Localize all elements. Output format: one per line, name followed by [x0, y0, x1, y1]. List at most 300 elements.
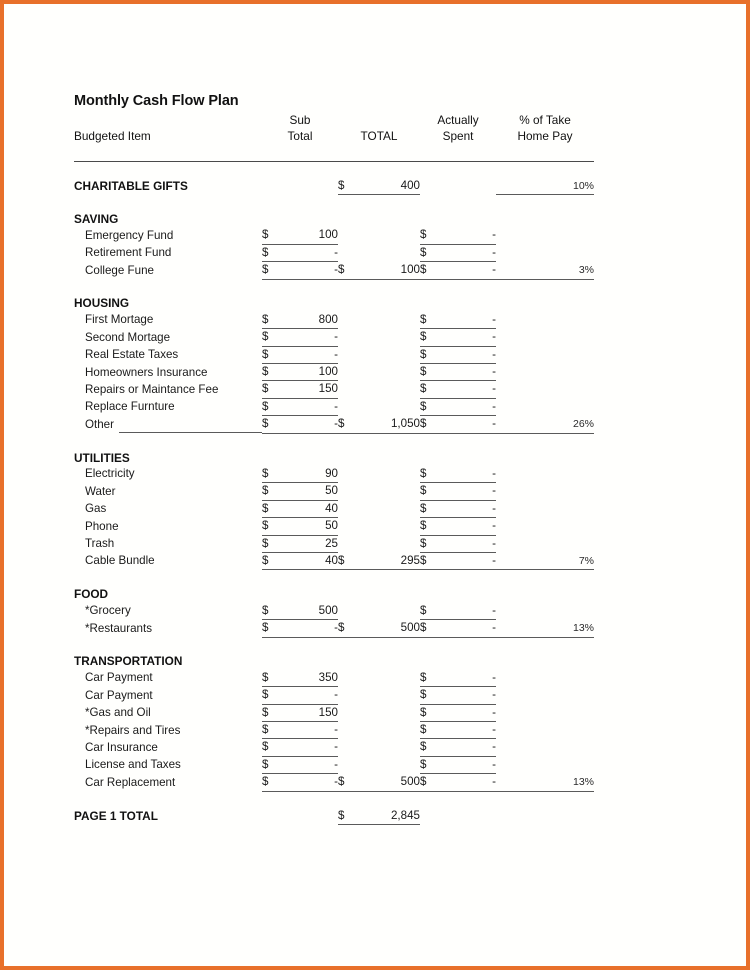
subtotal-cell[interactable]: [262, 346, 338, 363]
amount-value: 150: [318, 382, 338, 396]
table-row: [74, 262, 594, 279]
page-total-label: PAGE 1 TOTAL: [74, 809, 158, 824]
table-header-row-1: [74, 112, 594, 128]
header-pct-line1: % of Take: [519, 113, 571, 127]
spacer-cell: [420, 195, 496, 211]
subtotal-cell[interactable]: [262, 416, 338, 433]
spacer-row: [74, 637, 594, 653]
line-item-label: License and Taxes: [85, 758, 181, 772]
currency-symbol: $: [420, 705, 427, 719]
table-row: [74, 704, 594, 721]
page-total-actual-empty: [420, 808, 496, 825]
section-heading-empty: [420, 211, 496, 227]
amount-value: -: [492, 399, 496, 413]
currency-symbol: $: [420, 263, 427, 277]
total-cell-empty: [338, 398, 420, 415]
subtotal-cell[interactable]: [262, 704, 338, 721]
actually-spent-cell[interactable]: [420, 483, 496, 500]
currency-symbol: $: [262, 775, 269, 789]
currency-symbol: $: [420, 519, 427, 533]
amount-value: -: [334, 347, 338, 361]
amount-value: -: [334, 723, 338, 737]
spacer-cell: [420, 161, 496, 177]
currency-symbol: $: [262, 501, 269, 515]
actually-spent-cell[interactable]: [420, 262, 496, 279]
actually-spent-cell[interactable]: [420, 346, 496, 363]
table-row: [74, 398, 594, 415]
section-heading-empty: [338, 653, 420, 669]
percent-cell-empty: [496, 483, 594, 500]
table-row: [74, 244, 594, 261]
table-row: [74, 739, 594, 756]
currency-symbol: $: [420, 347, 427, 361]
line-item-label: Cable Bundle: [85, 554, 155, 568]
spacer-cell: [262, 791, 338, 807]
amount-value: 500: [318, 603, 338, 617]
spacer-cell: [338, 161, 420, 177]
amount-value: 800: [318, 312, 338, 326]
percent-cell-empty: [496, 535, 594, 552]
line-item-label: *Gas and Oil: [85, 706, 151, 720]
section-heading-empty: [338, 211, 420, 227]
amount-value: -: [492, 263, 496, 277]
currency-symbol: $: [420, 723, 427, 737]
amount-value: 40: [325, 501, 338, 515]
currency-symbol: $: [420, 621, 427, 635]
spacer-cell: [496, 791, 594, 807]
total-cell-empty: [338, 364, 420, 381]
actually-spent-cell[interactable]: [420, 620, 496, 637]
spacer-cell: [338, 195, 420, 211]
subtotal-cell[interactable]: [262, 774, 338, 791]
section-heading-empty: [262, 586, 338, 602]
page-total-percent-empty: [496, 808, 594, 825]
percent-cell-empty: [496, 687, 594, 704]
spacer-cell: [262, 570, 338, 586]
percent-cell-empty: [496, 381, 594, 398]
currency-symbol: $: [262, 688, 269, 702]
amount-value: -: [492, 621, 496, 635]
percent-cell-empty: [496, 398, 594, 415]
actually-spent-cell[interactable]: [420, 722, 496, 739]
currency-symbol: $: [338, 775, 345, 789]
currency-symbol: $: [262, 365, 269, 379]
section-heading-empty: [262, 295, 338, 311]
percent-cell-empty: [496, 756, 594, 773]
spacer-cell: [496, 570, 594, 586]
total-cell-empty: [338, 329, 420, 346]
subtotal-cell[interactable]: [262, 364, 338, 381]
section-total-cell[interactable]: [338, 552, 420, 569]
actually-spent-cell[interactable]: [420, 500, 496, 517]
subtotal-cell[interactable]: [262, 756, 338, 773]
section-heading-empty: [496, 295, 594, 311]
line-item-label: Trash: [85, 537, 115, 551]
header-actually-spent-line1: Actually: [437, 113, 479, 127]
subtotal-cell[interactable]: [262, 466, 338, 483]
section-heading-empty: [338, 586, 420, 602]
line-item-label: *Repairs and Tires: [85, 723, 181, 737]
spacer-cell: [420, 279, 496, 295]
actually-spent-cell[interactable]: [420, 381, 496, 398]
actually-spent-cell[interactable]: [420, 364, 496, 381]
currency-symbol: $: [262, 705, 269, 719]
line-item-label: Electricity: [85, 467, 135, 481]
line-item-label: First Mortage: [85, 313, 154, 327]
table-header-row-2: [74, 128, 594, 144]
spacer-cell: [262, 637, 338, 653]
amount-value: -: [334, 330, 338, 344]
charitable-gifts-label: CHARITABLE GIFTS: [74, 179, 188, 194]
actually-spent-cell[interactable]: [420, 398, 496, 415]
currency-symbol: $: [420, 670, 427, 684]
actually-spent-cell[interactable]: [420, 670, 496, 687]
line-item-label: Car Replacement: [85, 775, 176, 789]
section-heading-empty: [338, 450, 420, 466]
line-item-label: Car Payment: [85, 671, 153, 685]
page-total-amount[interactable]: [338, 808, 420, 825]
percent-cell-empty: [496, 603, 594, 620]
amount-value: -: [492, 484, 496, 498]
actually-spent-cell[interactable]: [420, 535, 496, 552]
currency-symbol: $: [420, 553, 427, 567]
charitable-gifts-percent: 10%: [496, 178, 594, 195]
line-item-label: Retirement Fund: [85, 246, 172, 260]
actually-spent-cell[interactable]: [420, 329, 496, 346]
total-cell-empty: [338, 466, 420, 483]
total-cell-empty: [338, 227, 420, 244]
budget-table: [74, 112, 594, 825]
spacer-row: [74, 570, 594, 586]
section-total-cell[interactable]: [338, 262, 420, 279]
currency-symbol: $: [262, 466, 269, 480]
spacer-cell: [262, 195, 338, 211]
currency-symbol: $: [420, 688, 427, 702]
spacer-cell: [262, 279, 338, 295]
currency-symbol: $: [262, 603, 269, 617]
table-row: [74, 670, 594, 687]
charitable-gifts-actual-empty: [420, 178, 496, 195]
percent-cell-empty: [496, 227, 594, 244]
percent-of-take-home-cell: 7%: [496, 552, 594, 569]
spacer-row: [74, 791, 594, 807]
section-heading-transportation: TRANSPORTATION: [74, 654, 183, 669]
amount-value: -: [334, 688, 338, 702]
currency-symbol: $: [338, 621, 345, 635]
amount-value: -: [492, 228, 496, 242]
percent-cell-empty: [496, 364, 594, 381]
spacer-cell: [496, 195, 594, 211]
amount-value: -: [492, 553, 496, 567]
subtotal-cell[interactable]: [262, 312, 338, 329]
actually-spent-cell[interactable]: [420, 244, 496, 261]
budget-table-body: [74, 112, 594, 824]
other-label-text: Other: [85, 417, 114, 431]
header-rule-cell: [338, 145, 420, 161]
percent-cell-empty: [496, 518, 594, 535]
amount-value: -: [334, 263, 338, 277]
table-row: [74, 722, 594, 739]
currency-symbol: $: [420, 466, 427, 480]
currency-symbol: $: [262, 553, 269, 567]
amount-value: 400: [400, 178, 420, 192]
percent-cell-empty: [496, 244, 594, 261]
total-cell-empty: [338, 722, 420, 739]
amount-value: -: [492, 330, 496, 344]
currency-symbol: $: [262, 740, 269, 754]
subtotal-cell[interactable]: [262, 620, 338, 637]
subtotal-cell[interactable]: [262, 483, 338, 500]
amount-value: -: [492, 757, 496, 771]
amount-value: 50: [325, 519, 338, 533]
table-row: [74, 774, 594, 791]
header-rule-cell: [496, 145, 594, 161]
percent-of-take-home-cell: 3%: [496, 262, 594, 279]
spacer-cell: [338, 791, 420, 807]
spacer-cell: [338, 637, 420, 653]
other-fill-in-line[interactable]: [119, 422, 262, 433]
amount-value: -: [492, 740, 496, 754]
line-item-label: College Fune: [85, 263, 154, 277]
amount-value: -: [334, 399, 338, 413]
amount-value: -: [334, 417, 338, 431]
percent-cell-empty: [496, 704, 594, 721]
header-rule: [74, 145, 594, 161]
currency-symbol: $: [420, 757, 427, 771]
table-row: [74, 552, 594, 569]
spacer-row: [74, 161, 594, 177]
subtotal-cell[interactable]: [262, 722, 338, 739]
percent-of-take-home-cell: 13%: [496, 620, 594, 637]
section-total-cell[interactable]: [338, 416, 420, 433]
header-sub-total-line1: Sub: [289, 113, 311, 127]
actually-spent-cell[interactable]: [420, 312, 496, 329]
subtotal-cell[interactable]: [262, 398, 338, 415]
subtotal-cell[interactable]: [262, 603, 338, 620]
worksheet-sheet: [4, 4, 746, 966]
spacer-cell: [420, 433, 496, 449]
amount-value: -: [334, 245, 338, 259]
line-item-label: Replace Furnture: [85, 400, 175, 414]
currency-symbol: $: [420, 228, 427, 242]
amount-value: 100: [318, 228, 338, 242]
header-sub-total-line2: Total: [287, 129, 313, 144]
section-heading-empty: [338, 295, 420, 311]
header-rule-cell: [74, 145, 262, 161]
spacer-row: [74, 279, 594, 295]
table-row: [74, 603, 594, 620]
subtotal-cell[interactable]: [262, 739, 338, 756]
subtotal-cell[interactable]: [262, 518, 338, 535]
subtotal-cell[interactable]: [262, 535, 338, 552]
section-heading-row: [74, 450, 594, 466]
amount-value: -: [334, 621, 338, 635]
total-cell-empty: [338, 603, 420, 620]
spacer-cell: [420, 637, 496, 653]
spacer-row: [74, 195, 594, 211]
section-heading-empty: [420, 586, 496, 602]
header-budgeted-item-top: [74, 112, 262, 128]
percent-of-take-home-cell: 26%: [496, 416, 594, 433]
amount-value: -: [492, 775, 496, 789]
total-cell-empty: [338, 704, 420, 721]
table-row: [74, 364, 594, 381]
amount-value: -: [492, 347, 496, 361]
table-row: [74, 466, 594, 483]
subtotal-cell[interactable]: [262, 262, 338, 279]
table-row: [74, 756, 594, 773]
line-item-label: Homeowners Insurance: [85, 365, 208, 379]
section-total-cell[interactable]: [338, 620, 420, 637]
subtotal-cell[interactable]: [262, 687, 338, 704]
subtotal-cell[interactable]: [262, 244, 338, 261]
total-cell-empty: [338, 687, 420, 704]
section-heading-empty: [420, 450, 496, 466]
amount-value: -: [334, 757, 338, 771]
section-total-cell[interactable]: [338, 774, 420, 791]
actually-spent-cell[interactable]: [420, 704, 496, 721]
section-heading-empty: [420, 653, 496, 669]
currency-symbol: $: [420, 417, 427, 431]
spacer-cell: [496, 637, 594, 653]
total-cell-empty: [338, 381, 420, 398]
total-cell-empty: [338, 244, 420, 261]
currency-symbol: $: [420, 245, 427, 259]
amount-value: -: [492, 245, 496, 259]
spacer-cell: [496, 279, 594, 295]
total-cell-empty: [338, 500, 420, 517]
line-item-label: Car Payment: [85, 688, 153, 702]
line-item-label: Phone: [85, 519, 119, 533]
actually-spent-cell[interactable]: [420, 416, 496, 433]
percent-cell-empty: [496, 312, 594, 329]
amount-value: -: [492, 688, 496, 702]
currency-symbol: $: [262, 330, 269, 344]
table-row: [74, 416, 594, 433]
currency-symbol: $: [338, 808, 345, 822]
table-row: [74, 687, 594, 704]
subtotal-cell[interactable]: [262, 381, 338, 398]
subtotal-cell[interactable]: [262, 670, 338, 687]
spacer-cell: [74, 791, 262, 807]
section-heading-empty: [496, 211, 594, 227]
spacer-cell: [496, 161, 594, 177]
actually-spent-cell[interactable]: [420, 774, 496, 791]
currency-symbol: $: [262, 245, 269, 259]
actually-spent-cell[interactable]: [420, 687, 496, 704]
total-cell-empty: [338, 312, 420, 329]
line-item-label: Repairs or Maintance Fee: [85, 382, 219, 396]
spacer-cell: [74, 570, 262, 586]
subtotal-cell[interactable]: [262, 227, 338, 244]
table-row: [74, 312, 594, 329]
spacer-cell: [420, 791, 496, 807]
currency-symbol: $: [338, 553, 345, 567]
charitable-gifts-total[interactable]: [338, 178, 420, 195]
percent-cell-empty: [496, 670, 594, 687]
table-row: [74, 535, 594, 552]
currency-symbol: $: [420, 484, 427, 498]
section-heading-row: [74, 653, 594, 669]
amount-value: -: [492, 670, 496, 684]
actually-spent-cell[interactable]: [420, 603, 496, 620]
amount-value: 295: [400, 553, 420, 567]
subtotal-cell[interactable]: [262, 500, 338, 517]
percent-cell-empty: [496, 329, 594, 346]
percent-cell-empty: [496, 722, 594, 739]
subtotal-cell[interactable]: [262, 552, 338, 569]
amount-value: -: [492, 382, 496, 396]
currency-symbol: $: [338, 178, 345, 192]
actually-spent-cell[interactable]: [420, 552, 496, 569]
table-row: [74, 381, 594, 398]
currency-symbol: $: [420, 536, 427, 550]
spacer-cell: [74, 279, 262, 295]
section-heading-row: [74, 586, 594, 602]
currency-symbol: $: [262, 757, 269, 771]
currency-symbol: $: [262, 382, 269, 396]
total-cell-empty: [338, 518, 420, 535]
currency-symbol: $: [262, 312, 269, 326]
currency-symbol: $: [262, 723, 269, 737]
line-item-label: Real Estate Taxes: [85, 348, 179, 362]
row-charitable-gifts: [74, 178, 594, 195]
subtotal-cell[interactable]: [262, 329, 338, 346]
line-item-label: [74, 416, 262, 433]
table-row: [74, 518, 594, 535]
header-total-line1: [338, 112, 420, 128]
section-heading-empty: [262, 211, 338, 227]
spacer-cell: [74, 195, 262, 211]
actually-spent-cell[interactable]: [420, 227, 496, 244]
amount-value: -: [492, 705, 496, 719]
amount-value: -: [334, 740, 338, 754]
header-budgeted-item: Budgeted Item: [74, 129, 151, 144]
currency-symbol: $: [420, 312, 427, 326]
amount-value: 100: [318, 365, 338, 379]
amount-value: -: [334, 775, 338, 789]
other-label-wrap: [85, 417, 262, 433]
amount-value: -: [492, 466, 496, 480]
currency-symbol: $: [262, 228, 269, 242]
spacer-cell: [338, 570, 420, 586]
actually-spent-cell[interactable]: [420, 739, 496, 756]
actually-spent-cell[interactable]: [420, 518, 496, 535]
amount-value: 2,845: [390, 808, 420, 822]
header-actually-spent-line2: Spent: [442, 129, 474, 144]
spacer-cell: [262, 433, 338, 449]
amount-value: 500: [400, 775, 420, 789]
line-item-label: Emergency Fund: [85, 228, 174, 242]
currency-symbol: $: [262, 417, 269, 431]
amount-value: 150: [318, 705, 338, 719]
table-row: [74, 329, 594, 346]
section-heading-housing: HOUSING: [74, 296, 130, 311]
spacer-cell: [496, 433, 594, 449]
actually-spent-cell[interactable]: [420, 466, 496, 483]
actually-spent-cell[interactable]: [420, 756, 496, 773]
percent-cell-empty: [496, 346, 594, 363]
table-row: [74, 620, 594, 637]
spacer-cell: [420, 570, 496, 586]
section-heading-row: [74, 295, 594, 311]
header-pct-line2: Home Pay: [517, 129, 573, 144]
percent-cell-empty: [496, 500, 594, 517]
section-heading-empty: [420, 295, 496, 311]
amount-value: 500: [400, 621, 420, 635]
amount-value: 90: [325, 466, 338, 480]
row-page-total: [74, 808, 594, 825]
